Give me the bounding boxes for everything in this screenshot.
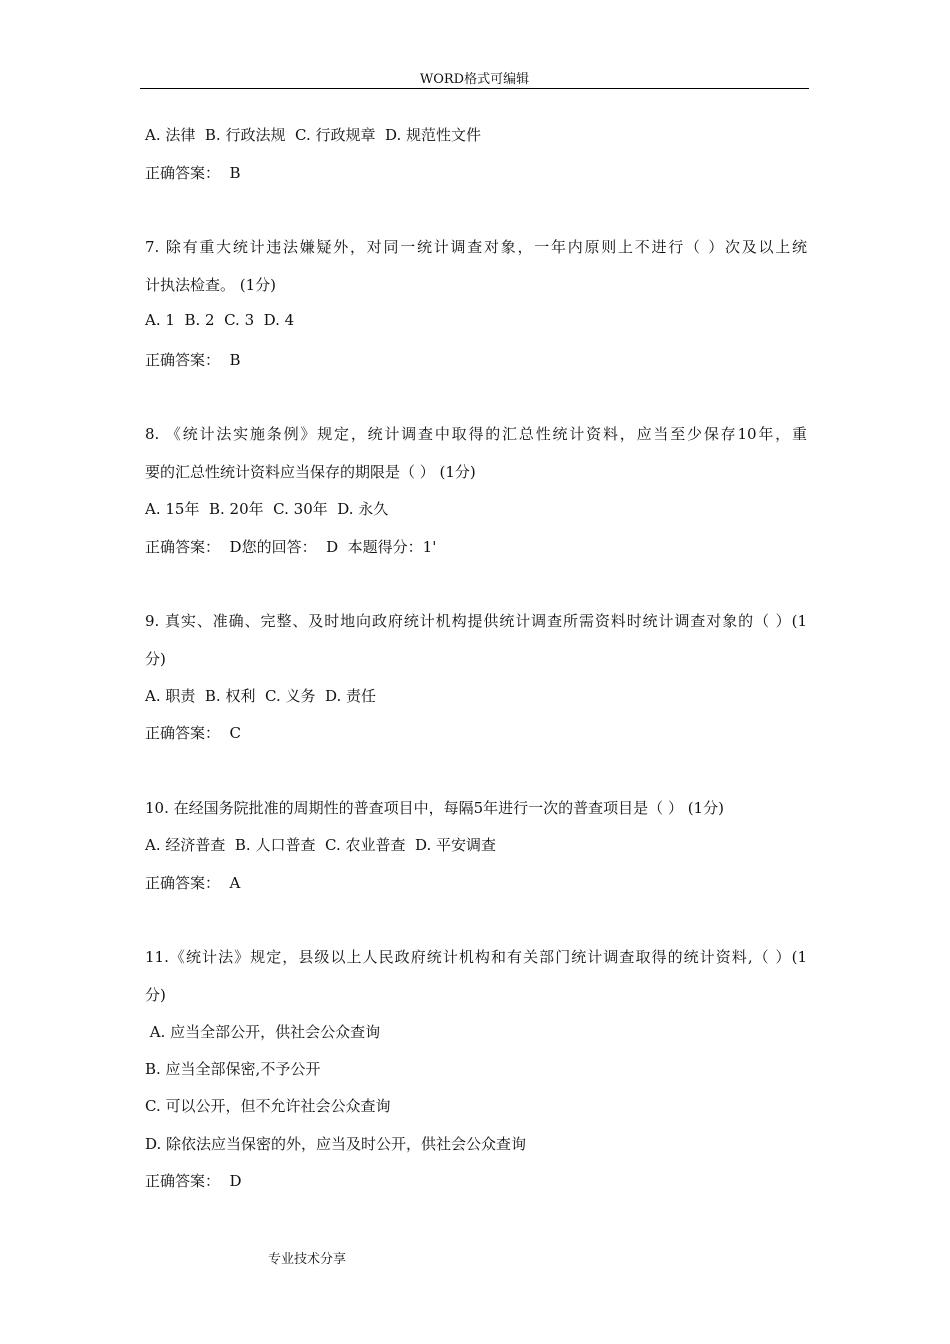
q11-answer: 正确答案： D [145,1172,242,1190]
q7-text-line1: 7. 除有重大统计违法嫌疑外，对同一统计调查对象，一年内原则上不进行（ ）次及以上统 [145,238,807,256]
q10-answer: 正确答案： A [145,874,241,892]
header-rule [140,88,809,89]
q7-text-line2: 计执法检查。 (1分) [145,276,277,294]
q9-answer: 正确答案： C [145,724,242,742]
q6-answer: 正确答案： B [145,164,241,182]
q9-text-line1: 9. 真实、准确、完整、及时地向政府统计机构提供统计调查所需资料时统计调查对象的（ ）(1 [145,612,807,630]
q11-option-a: A. 应当全部公开，供社会公众查询 [145,1023,381,1041]
q9-options: A. 职责 B. 权利 C. 义务 D. 责任 [145,687,377,705]
q7-options: A. 1 B. 2 C. 3 D. 4 [145,311,295,329]
q7-answer: 正确答案： B [145,351,241,369]
q11-option-d: D. 除依法应当保密的外，应当及时公开，供社会公众查询 [145,1135,527,1153]
q10-text: 10. 在经国务院批准的周期性的普查项目中，每隔5年进行一次的普查项目是（ ） (1分) [145,799,724,817]
q8-answer: 正确答案： D您的回答： D 本题得分：1' [145,538,437,556]
q8-options: A. 15年 B. 20年 C. 30年 D. 永久 [145,500,389,518]
q6-options: A. 法律 B. 行政法规 C. 行政规章 D. 规范性文件 [145,126,482,144]
q9-text-line2: 分) [145,650,166,668]
q10-options: A. 经济普查 B. 人口普查 C. 农业普查 D. 平安调查 [145,836,497,854]
q11-text-line2: 分) [145,986,166,1004]
q11-option-c: C. 可以公开，但不允许社会公众查询 [145,1097,391,1115]
page-header: WORD格式可编辑 [419,72,530,87]
q11-text-line1: 11.《统计法》规定，县级以上人民政府统计机构和有关部门统计调查取得的统计资料,（ ）(1 [145,948,807,966]
q8-text-line1: 8. 《统计法实施条例》规定，统计调查中取得的汇总性统计资料，应当至少保存10年，重 [145,425,807,443]
q11-option-b: B. 应当全部保密,不予公开 [145,1060,321,1078]
q8-text-line2: 要的汇总性统计资料应当保存的期限是（ ） (1分) [145,463,476,481]
page-footer: 专业技术分享 [268,1252,347,1267]
